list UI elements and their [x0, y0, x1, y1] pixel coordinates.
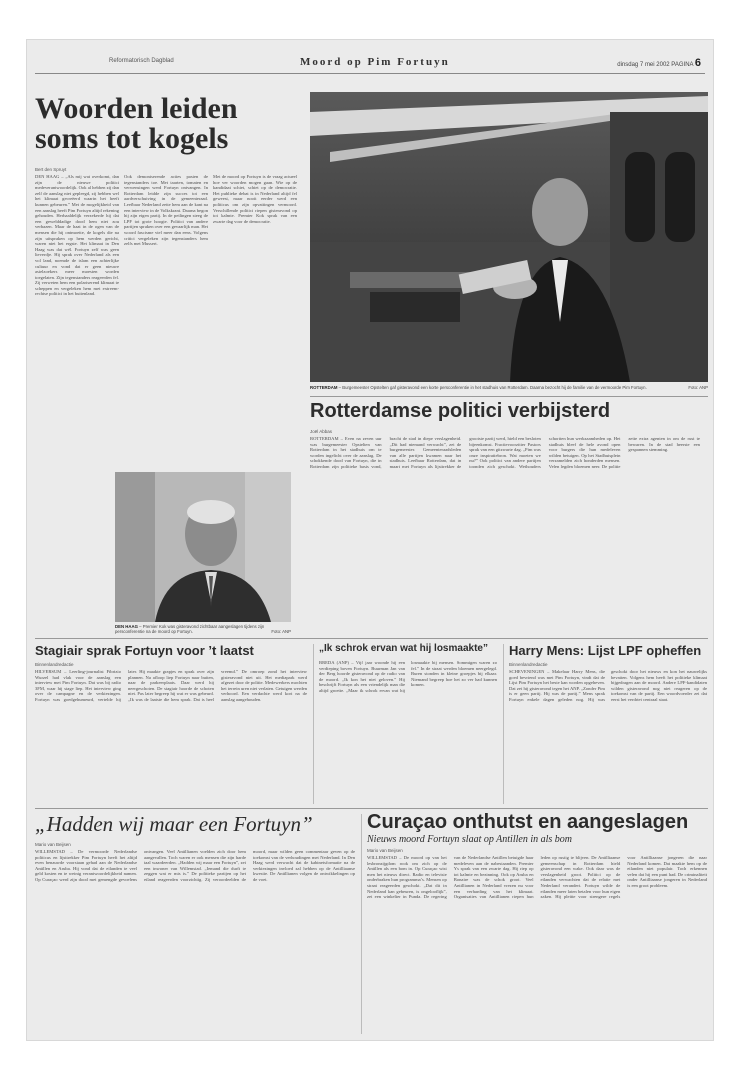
stagiair-body: HILVERSUM – Leerling-journalist Fibrizio Wurzel had vlak voor de aanslag een interview met Pim Fortuyn. Dat was bij radio 3FM, waar hij stage liep. Het interview ging over de campagne en de verkiezingen. Fortuyn was goedgehumeurd, vertelde hij later. Hij maakte grapjes en sprak over zijn plannen. Na afloop liep Fortuyn naar buiten, naar de parkeerplaats. Daar werd hij neergeschoten. De stagiair hoorde de schoten niet. Pas later begreep hij wat er was gebeurd. „Ik was de laatste die hem sprak. Dat is heel vreemd.” De omroep zond het interview gisteravond niet uit. Het mediapark werd afgezet door de politie. Medewerkers mochten het terrein uren niet verlaten. Getuigen werden verhoord. Een verdachte werd kort na de aanslag aangehouden.	[35, 669, 307, 702]
harry-mens-body: SCHEVENINGEN – Makelaar Harry Mens, die goed bevriend was met Pim Fortuyn, vindt dat de Lijst Pim Fortuyn het beste kan worden opgeheven. Dat zei hij gisteravond tegen het ANP. „Zonder Pim is er geen partij. Hij was de partij.” Mens sprak Fortuyn enkele dagen geleden nog. Hij was geschokt door het nieuws en kon het nauwelijks bevatten. Volgens hem heeft het politieke klimaat bijgedragen aan de moord. Andere LPF-kandidaten wilden gisteravond nog niet reageren op de toekomst van de partij. Een woordvoerder zei dat eerst het verdriet centraal staat.	[509, 669, 707, 702]
lead-column-2: Ook demoniserende acties pasten de tegenstanders toe. Met taarten, tomaten en verwensingen werd Fortuyn ontvangen. In Rotterdam leidde zijn succes tot een aardverschuiving in de gemeenteraad. Leefbaar Nederland zette hem aan de kant na een interview in de Volkskrant. Daarna begon hij zijn eigen partij. In de peilingen steeg de LPF tot grote hoogte. Politici van andere partijen spraken over een gevaarlijk man. Het woord fascisme viel meer dan eens. Volgens critici vergeleken zijn tegenstanders hem zelfs met Mussert.	[124, 174, 208, 247]
lead-byline: Bert den Spruyt	[35, 167, 67, 172]
newspaper-page	[27, 40, 713, 1040]
photo-small-caption: DEN HAAG – Premier Kok was gisteravond zichtbaar aangeslagen tijdens zijn persconferentie na de moord op Fortuyn. Foto: ANP	[115, 624, 291, 634]
date-page	[617, 57, 701, 69]
portrait-illustration	[115, 472, 291, 622]
date: dinsdag 7 mei 2002	[617, 62, 670, 68]
section-title: Moord op Pim Fortuyn	[300, 56, 450, 68]
photo-small-credit: Foto: ANP	[271, 629, 291, 634]
lead-headline: Woorden leiden soms tot kogels	[35, 92, 238, 155]
fortuyn-quote-byline: Mario van Beijsen	[35, 842, 71, 847]
rotterdam-byline: Joël Abbas	[310, 429, 333, 434]
lead-column-3: Met de moord op Fortuyn is de vraag actueel hoe ver woorden mogen gaan. Wie op de kandidaat schiet, schiet op de democratie. Het publieke debat is in Nederland altijd fel geweest, maar nooit eerder werd een politicus om zijn opvattingen vermoord. Verschillende politici riepen gisteravond op tot kalmte. Premier Kok sprak van een zwarte dag voor de democratie.	[213, 174, 297, 224]
rotterdam-body: ROTTERDAM – Even na zeven uur was burgemeester Opstelten van Rotterdam in het stadhuis om te worden ingelicht over de aanslag. De schokkende dood van Fortuyn, die in Rotterdam zijn politieke basis vond, bracht de stad in diepe verslagenheid. „Dit had niemand verwacht”, zei de burgemeester. Gemeenteraadsleden van alle partijen kwamen naar het stadhuis. Leefbaar Rotterdam, dat in maart met Fortuyn als lijsttrekker de grootste partij werd, hield een besloten bijeenkomst. Fractievoorzitter Pastors sprak van een gitzwarte dag. „Pim was onze inspiratiebron. Wat moeten we nu?” Ook politici van andere partijen toonden zich geschokt. Wethouders schortten hun werkzaamheden op. Het stadhuis bleef de hele avond open voor burgers die hun medeleven wilden betuigen. Op het Stadhuisplein verzamelden zich honderden mensen. Velen legden bloemen neer. De politie zette extra agenten in om de rust te bewaren. In de stad heerste een gespannen stemming.	[310, 436, 700, 469]
divider	[313, 644, 314, 804]
photo-big-caption: ROTTERDAM – Burgemeester Opstelten gaf gisteravond een korte persconferentie in het stadhuis van Rotterdam. Daarna bezocht hij de familie van de vermoorde Pim Fortuyn. Foto: ANP	[310, 385, 708, 390]
fortuyn-quote-body: WILLEMSTAD – De vermoorde Nederlandse politicus en lijsttrekker Pim Fortuyn heeft het altijd even benauwde voorstaan gehad aan de Nederlandse Antillen en Aruba. Hij vond dat de eilanden te veel geld kosten en te weinig verantwoordelijkheid namen. Op Curaçao werd zijn dood met gemengde gevoelens ontvangen. Veel Antillianen voelden zich door hem aangevallen. Toch waren er ook mensen die zijn harde taal waardeerden. „Hadden wij maar een Fortuyn”, zei een inwoner van Willemstad. „Iemand die durft te zeggen wat er mis is.” De politieke partijen op het eiland reageerden voorzichtig. Zij veroordeelden de moord, maar wilden geen commentaar geven op de toekomst van de verhoudingen met Nederland. In Den Haag werd verwacht dat de kabinetsformatie na de verkiezingen invloed zal hebben op de Antilliaanse kwestie. De Antillianen volgen de ontwikkelingen op de voet.	[35, 849, 355, 882]
neighbour-headline: „Ik schrok ervan wat hij losmaakte”	[319, 643, 488, 654]
stagiair-section: Binnenlandredactie	[35, 662, 74, 667]
divider	[503, 644, 504, 804]
photo-premier-kok	[115, 472, 291, 622]
fortuyn-quote-headline: „Hadden wij maar een Fortuyn”	[35, 812, 313, 836]
masthead	[35, 56, 705, 74]
stagiair-headline: Stagiair sprak Fortuyn voor ’t laatst	[35, 643, 254, 658]
divider	[361, 814, 362, 1034]
lead-column-1: DEN HAAG – „Als mij wat overkomt, dan zijn de nieuwe politici medeverantwoordelijk. Ook al hebben zij dan zelf de aanslag niet gepleegd, zij hebben wel het klimaat gecreëerd waarin het heeft kunnen gebeuren.” Met de mogelijkheid van een aanslag heeft Pim Fortuyn altijd rekening gehouden. Herhaaldelijk verzekerde hij dat een gewelddadige dood hem niet zou verbazen. Maar de haat in de ogen van de mensen die hij ontmoette, de kogels die na zijn uitspraken op hem werden gericht, waren niet het ergste. Het klimaat in Den Haag was dat wél. Fortuyn zelf was geen lieverdje. Hij sprak over Nederland als een vol land, noemde de islam een achterlijke cultuur en vond dat er geen nieuwe asielzoekers meer moesten worden toegelaten. Zijn tegenstanders reageerden fel. Zij verweten hem een polariserend klimaat te scheppen en vergeleken hem met extreem-rechtse politici in het buitenland.	[35, 174, 119, 297]
photo-big-credit: Foto: ANP	[688, 385, 708, 390]
press-conference-illustration	[310, 92, 708, 382]
curacao-subhead: Nieuws moord Fortuyn slaat op Antillen in als bom	[367, 834, 573, 845]
divider	[310, 396, 708, 397]
curacao-byline: Mario van Beijsen	[367, 848, 403, 853]
divider	[35, 638, 708, 639]
rotterdam-headline: Rotterdamse politici verbijsterd	[310, 400, 611, 422]
harry-mens-section: Binnenlandredactie	[509, 662, 548, 667]
photo-opstelten	[310, 92, 708, 382]
page-label: PAGINA	[671, 62, 694, 68]
neighbour-body: BREDA (ANP) – Vijf jaar woonde hij een verdieping boven Fortuyn. Buurman Jan van der Berg hoorde gisteravond op de radio van de moord. „Ik kon het niet geloven.” Hij beschrijft Fortuyn als een vriendelijk man die altijd groette. „Maar ik schrok ervan wat hij losmaakte bij mensen. Sommigen waren zo fel.” In de straat werden bloemen neergelegd. Buren stonden in kleine groepjes bij elkaar. Niemand begreep hoe het zo ver had kunnen komen.	[319, 660, 497, 693]
curacao-headline: Curaçao onthutst en aangeslagen	[367, 811, 689, 833]
curacao-body: WILLEMSTAD – De moord op van het lesbronzijgdom rook om zich op de Antillen als een bom in. Op Curaçao wist men het nieuws direct. Radio en televisie onderbraken hun programma’s. Mensen op straat reageerden geschokt. „Dat dit in Nederland kan gebeuren, is ongelooflijk”, zei een winkelier in Punda. De regering van de Nederlandse Antillen betuigde haar medeleven aan de nabestaanden. Premier Ys sprak van een zwarte dag. Hij riep op tot kalmte en bezinning. Ook op Aruba en Bonaire was de schok groot. Veel Antillianen in Nederland vrezen nu voor een verharding van het klimaat. Organisaties van Antillianen riepen hun leden op rustig te blijven. De Antilliaanse gemeenschap in Rotterdam hield gisteravond een wake. Ook daar was de verslagenheid groot. Politici op de eilanden verwachten dat de relatie met Nederland verandert. Fortuyn wilde de eilanden meer laten betalen voor hun eigen zaken. Hij pleitte voor strengere regels voor Antilliaanse jongeren die naar Nederland komen. Dat maakte hem op de eilanden niet populair. Toch erkennen velen dat hij een punt had. De criminaliteit onder Antilliaanse jongeren in Nederland is een groot probleem.	[367, 855, 707, 900]
harry-mens-headline: Harry Mens: Lijst LPF opheffen	[509, 643, 702, 658]
divider	[35, 808, 708, 809]
page-number: 6	[694, 57, 701, 69]
paper-name: Reformatorisch Dagblad	[109, 58, 174, 64]
